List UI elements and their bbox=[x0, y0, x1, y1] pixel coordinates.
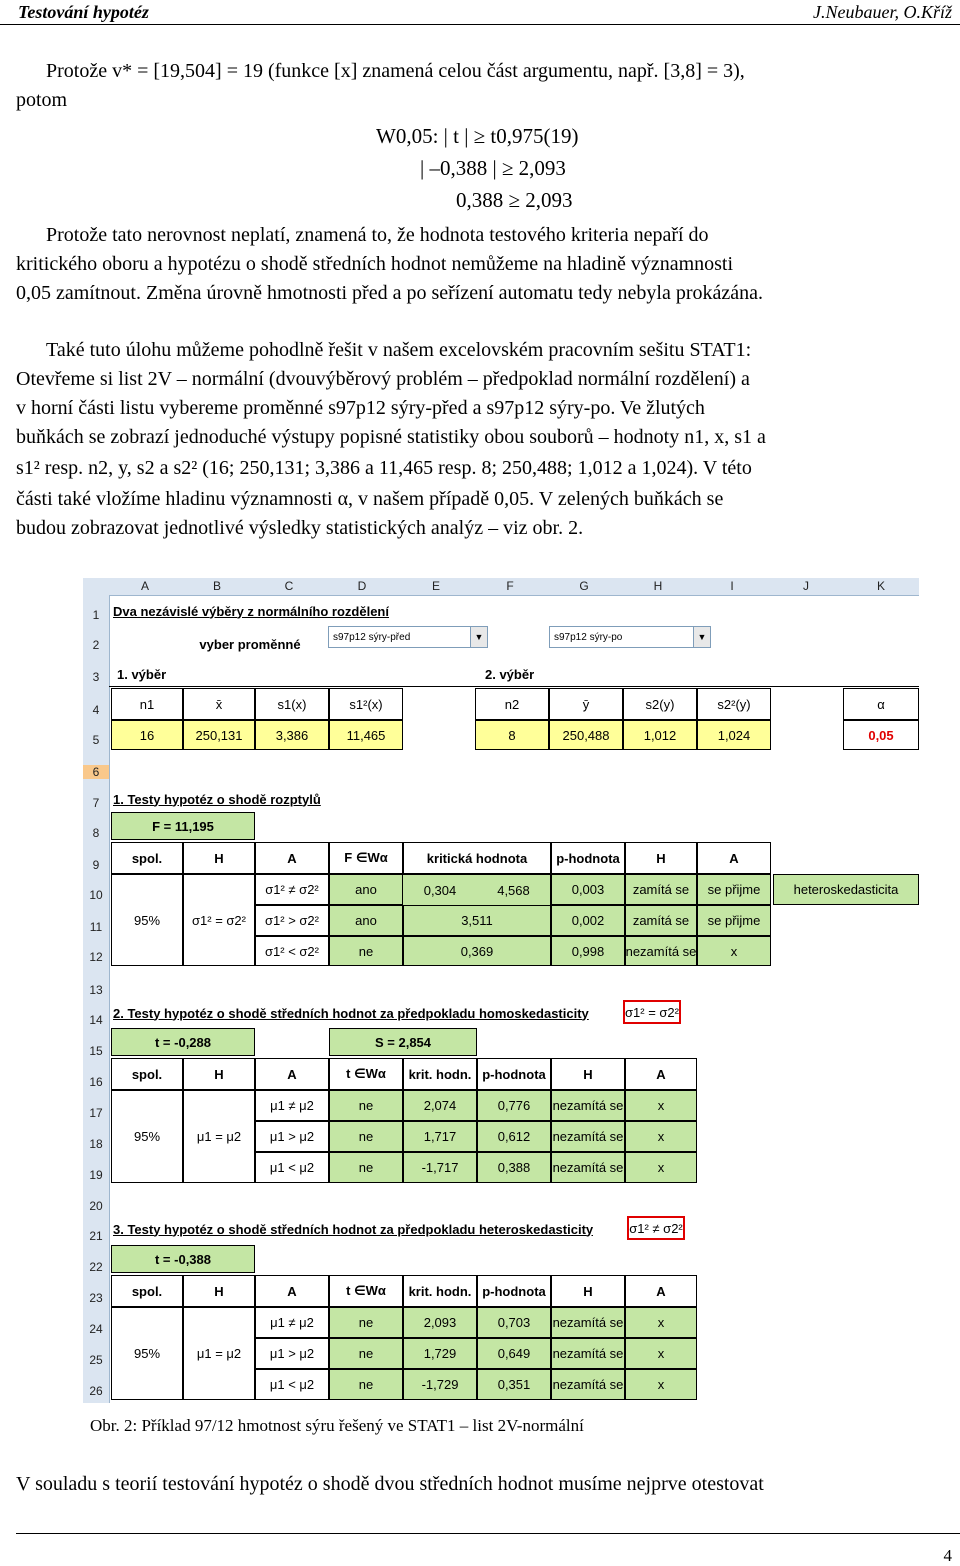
row-header-2[interactable]: 2 bbox=[83, 638, 110, 652]
sec2-row1-p: 0,776 bbox=[477, 1090, 551, 1121]
section-2-condition: σ1² = σ2² bbox=[623, 1000, 681, 1024]
sec1-row1-in: ano bbox=[329, 874, 403, 905]
sample1-value-sd: 3,386 bbox=[255, 720, 329, 750]
col-header-j[interactable]: J bbox=[803, 579, 809, 593]
sample2-header-mean: ȳ bbox=[549, 688, 623, 720]
sample1-value-mean: 250,131 bbox=[183, 720, 255, 750]
sec1-confidence: 95% bbox=[111, 874, 183, 966]
sec1-head-h: H bbox=[183, 842, 255, 874]
para3-line4: buňkách se zobrazí jednoduché výstupy popisné statistiky obou souborů – hodnoty n1, x, s1 a bbox=[16, 426, 766, 448]
sec3-row1-in: ne bbox=[329, 1307, 403, 1338]
section-1-title: 1. Testy hypotéz o shodě rozptylů bbox=[113, 791, 321, 807]
row-header-25[interactable]: 25 bbox=[83, 1353, 110, 1367]
sec2-confidence: 95% bbox=[111, 1090, 183, 1183]
row-header-8[interactable]: 8 bbox=[83, 826, 110, 840]
sample2-header-sd: s2(y) bbox=[623, 688, 697, 720]
sec1-row2-p: 0,002 bbox=[551, 905, 625, 936]
paragraph-1 bbox=[16, 57, 956, 115]
sec1-row1-p: 0,003 bbox=[551, 874, 625, 905]
row-header-20[interactable]: 20 bbox=[83, 1199, 110, 1213]
sec3-head-h: H bbox=[183, 1275, 255, 1307]
sec2-head-p: p-hodnota bbox=[477, 1058, 551, 1090]
sec2-row2-in: ne bbox=[329, 1121, 403, 1152]
figure-caption: Obr. 2: Příklad 97/12 hmotnost sýru řešený ve STAT1 – list 2V-normální bbox=[90, 1416, 584, 1435]
row-header-22[interactable]: 22 bbox=[83, 1260, 110, 1274]
header-title: Testování hypotéz bbox=[18, 2, 149, 22]
para3-line1: Také tuto úlohu můžeme pohodlně řešit v našem excelovském pracovním sešitu STAT1: bbox=[46, 339, 752, 361]
choose-variables-label: vyber proměnné bbox=[199, 636, 301, 652]
col-header-a[interactable]: A bbox=[140, 579, 149, 593]
sec2-row1-in: ne bbox=[329, 1090, 403, 1121]
page-header bbox=[0, 0, 960, 26]
row-header-5[interactable]: 5 bbox=[83, 733, 110, 747]
paragraph-2 bbox=[16, 221, 956, 308]
row-header-14[interactable]: 14 bbox=[83, 1013, 110, 1027]
sec3-row2-in: ne bbox=[329, 1338, 403, 1369]
section-3-condition: σ1² ≠ σ2² bbox=[627, 1216, 685, 1240]
math-line-2: | –0,388 | ≥ 2,093 bbox=[420, 156, 566, 180]
sample1-header-n: n1 bbox=[111, 688, 183, 720]
row-header-18[interactable]: 18 bbox=[83, 1137, 110, 1151]
sample2-value-n: 8 bbox=[475, 720, 549, 750]
paragraph-4: V souladu s teorií testování hypotéz o shodě dvou středních hodnot musíme nejprve otestovat bbox=[16, 1473, 764, 1495]
row-header-13[interactable]: 13 bbox=[83, 983, 110, 997]
col-header-e[interactable]: E bbox=[431, 579, 440, 593]
col-header-c[interactable]: C bbox=[284, 579, 294, 593]
sec3-null-hypothesis: μ1 = μ2 bbox=[183, 1307, 255, 1400]
sample2-value-var: 1,024 bbox=[697, 720, 771, 750]
chevron-down-icon[interactable]: ▼ bbox=[693, 627, 710, 647]
sec1-head-crit: kritická hodnota bbox=[403, 842, 551, 874]
row-header-3[interactable]: 3 bbox=[83, 670, 110, 684]
sec3-head-a2: A bbox=[625, 1275, 697, 1307]
sec2-head-a2: A bbox=[625, 1058, 697, 1090]
para3-line2: Otevřeme si list 2V – normální (dvouvýběrový problém – předpoklad normální rozdělení) a bbox=[16, 368, 750, 390]
section-2-title: 2. Testy hypotéz o shodě středních hodnot za předpokladu homoskedasticity bbox=[113, 1005, 589, 1021]
sheet-title: Dva nezávislé výběry z normálního rozdělení bbox=[113, 603, 389, 619]
sec2-row3-h: nezamítá se bbox=[551, 1152, 625, 1183]
sec1-head-conf: spol. bbox=[111, 842, 183, 874]
row-header-24[interactable]: 24 bbox=[83, 1322, 110, 1336]
sec1-row1-crit1: 0,304 bbox=[403, 874, 477, 905]
sec3-row2-crit: 1,729 bbox=[403, 1338, 477, 1369]
sec2-row1-a: x bbox=[625, 1090, 697, 1121]
sec1-row2-crit: 3,511 bbox=[403, 905, 551, 936]
row-header-12[interactable]: 12 bbox=[83, 950, 110, 964]
section-3-title: 3. Testy hypotéz o shodě středních hodnot za předpokladu heteroskedasticity bbox=[113, 1221, 594, 1237]
row-header-17[interactable]: 17 bbox=[83, 1106, 110, 1120]
header-authors: J.Neubauer, O.Kříž bbox=[813, 2, 952, 22]
para2-line1: Protože tato nerovnost neplatí, znamená to, že hodnota testového kriteria nepaří do bbox=[46, 224, 709, 246]
sec2-head-h: H bbox=[183, 1058, 255, 1090]
col-header-d[interactable]: D bbox=[357, 579, 367, 593]
col-header-h[interactable]: H bbox=[653, 579, 663, 593]
para2-line3: 0,05 zamítnout. Změna úrovně hmotnosti před a po seřízení automatu tedy nebyla prokázána. bbox=[16, 282, 763, 304]
col-header-b[interactable]: B bbox=[212, 579, 221, 593]
dropdown-1-value: s97p12 sýry-před bbox=[333, 631, 411, 643]
sec1-row2-h: zamítá se bbox=[625, 905, 697, 936]
row-header-10[interactable]: 10 bbox=[83, 888, 110, 902]
sec3-head-crit: krit. hodn. bbox=[403, 1275, 477, 1307]
sec2-head-h2: H bbox=[551, 1058, 625, 1090]
sec3-head-h2: H bbox=[551, 1275, 625, 1307]
sec2-row3-p: 0,388 bbox=[477, 1152, 551, 1183]
header-rule bbox=[0, 24, 960, 25]
sec3-head-conf: spol. bbox=[111, 1275, 183, 1307]
sec1-row1-a: se přijme bbox=[697, 874, 771, 905]
footer-rule bbox=[16, 1533, 960, 1534]
para1-line2: potom bbox=[16, 89, 68, 111]
sec1-head-h2: H bbox=[625, 842, 697, 874]
sec1-row3-h: nezamítá se bbox=[625, 936, 697, 966]
sec3-confidence: 95% bbox=[111, 1307, 183, 1400]
variable-dropdown-2[interactable] bbox=[549, 626, 711, 648]
f-statistic: F = 11,195 bbox=[111, 812, 255, 840]
sec2-head-crit: krit. hodn. bbox=[403, 1058, 477, 1090]
sec1-row2-in: ano bbox=[329, 905, 403, 936]
row-header-1[interactable]: 1 bbox=[83, 608, 110, 622]
sec3-row3-alt: μ1 < μ2 bbox=[255, 1369, 329, 1400]
para3-line7: budou zobrazovat jednotlivé výsledky statistických analýz – viz obr. 2. bbox=[16, 517, 584, 539]
sec3-row3-in: ne bbox=[329, 1369, 403, 1400]
sec2-head-a: A bbox=[255, 1058, 329, 1090]
sample2-value-mean: 250,488 bbox=[549, 720, 623, 750]
sample1-value-n: 16 bbox=[111, 720, 183, 750]
sec3-head-in: t ∈Wα bbox=[329, 1275, 403, 1307]
sec1-row3-crit: 0,369 bbox=[403, 936, 551, 966]
sec1-row2-alt: σ1² > σ2² bbox=[255, 905, 329, 936]
row-header-21[interactable]: 21 bbox=[83, 1229, 110, 1243]
page-number: 4 bbox=[943, 1546, 952, 1565]
para1-line1: Protože v* = [19,504] = 19 (funkce [x] znamená celou část argumentu, např. [3,8] = 3), bbox=[46, 60, 745, 82]
sec3-head-a: A bbox=[255, 1275, 329, 1307]
sec1-head-p: p-hodnota bbox=[551, 842, 625, 874]
row-header-16[interactable]: 16 bbox=[83, 1075, 110, 1089]
col-header-k[interactable]: K bbox=[876, 579, 885, 593]
row-header-26[interactable]: 26 bbox=[83, 1384, 110, 1398]
sec2-head-conf: spol. bbox=[111, 1058, 183, 1090]
sec1-head-a: A bbox=[255, 842, 329, 874]
row-header-7[interactable]: 7 bbox=[83, 796, 110, 810]
sample1-value-var: 11,465 bbox=[329, 720, 403, 750]
sec2-row2-p: 0,612 bbox=[477, 1121, 551, 1152]
sec3-row2-a: x bbox=[625, 1338, 697, 1369]
sec1-row3-alt: σ1² < σ2² bbox=[255, 936, 329, 966]
para2-line2: kritického oboru a hypotézu o shodě středních hodnot nemůžeme na hladině významnosti bbox=[16, 253, 734, 275]
row-header-4[interactable]: 4 bbox=[83, 703, 110, 717]
sec3-row3-h: nezamítá se bbox=[551, 1369, 625, 1400]
row-header-15[interactable]: 15 bbox=[83, 1044, 110, 1058]
sec1-row3-p: 0,998 bbox=[551, 936, 625, 966]
math-line-3: 0,388 ≥ 2,093 bbox=[456, 188, 573, 212]
sec3-row3-a: x bbox=[625, 1369, 697, 1400]
sec3-row2-alt: μ1 > μ2 bbox=[255, 1338, 329, 1369]
s-statistic-2: S = 2,854 bbox=[329, 1028, 477, 1056]
sec2-null-hypothesis: μ1 = μ2 bbox=[183, 1090, 255, 1183]
sec1-row3-in: ne bbox=[329, 936, 403, 966]
sec1-head-a2: A bbox=[697, 842, 771, 874]
col-header-i[interactable]: I bbox=[730, 579, 734, 593]
sec3-row2-p: 0,649 bbox=[477, 1338, 551, 1369]
math-line-1: W0,05: | t | ≥ t0,975(19) bbox=[376, 124, 579, 148]
sec2-row2-crit: 1,717 bbox=[403, 1121, 477, 1152]
sec2-head-in: t ∈Wα bbox=[329, 1058, 403, 1090]
sample1-header-mean: x̄ bbox=[183, 688, 255, 720]
sec1-head-in: F ∈Wα bbox=[329, 842, 403, 874]
sec2-row1-h: nezamítá se bbox=[551, 1090, 625, 1121]
sec3-row2-h: nezamítá se bbox=[551, 1338, 625, 1369]
variable-dropdown-1[interactable] bbox=[328, 626, 488, 648]
sec2-row2-a: x bbox=[625, 1121, 697, 1152]
sec3-row3-crit: -1,729 bbox=[403, 1369, 477, 1400]
sec3-row3-p: 0,351 bbox=[477, 1369, 551, 1400]
sec3-head-p: p-hodnota bbox=[477, 1275, 551, 1307]
paragraph-3 bbox=[16, 336, 956, 543]
row3-rule bbox=[109, 686, 919, 687]
row-header-6[interactable]: 6 bbox=[83, 765, 110, 779]
sec3-row1-crit: 2,093 bbox=[403, 1307, 477, 1338]
sec3-row1-h: nezamítá se bbox=[551, 1307, 625, 1338]
sample-1-label: 1. výběr bbox=[117, 666, 167, 682]
para3-line5: s1² resp. n2, y, s2 a s2² (16; 250,131; 3,386 a 11,465 resp. 8; 250,488; 1,012 a 1,024). V této bbox=[16, 457, 752, 479]
alpha-input[interactable]: 0,05 bbox=[843, 720, 919, 750]
sample-2-label: 2. výběr bbox=[485, 666, 535, 682]
row-header-19[interactable]: 19 bbox=[83, 1168, 110, 1182]
sec2-row3-crit: -1,717 bbox=[403, 1152, 477, 1183]
sec2-row1-alt: μ1 ≠ μ2 bbox=[255, 1090, 329, 1121]
sec1-row2-a: se přijme bbox=[697, 905, 771, 936]
sec3-row1-alt: μ1 ≠ μ2 bbox=[255, 1307, 329, 1338]
col-header-f[interactable]: F bbox=[506, 579, 514, 593]
column-header-bar bbox=[83, 578, 919, 596]
sec1-row3-a: x bbox=[697, 936, 771, 966]
t-statistic-2: t = -0,288 bbox=[111, 1028, 255, 1056]
sample1-header-var: s1²(x) bbox=[329, 688, 403, 720]
dropdown-2-value: s97p12 sýry-po bbox=[554, 631, 623, 643]
sec1-row1-crit2: 4,568 bbox=[477, 874, 551, 905]
sec2-row3-alt: μ1 < μ2 bbox=[255, 1152, 329, 1183]
alpha-header: α bbox=[843, 688, 919, 720]
sec2-row2-h: nezamítá se bbox=[551, 1121, 625, 1152]
sec3-row1-p: 0,703 bbox=[477, 1307, 551, 1338]
sample2-value-sd: 1,012 bbox=[623, 720, 697, 750]
sec1-row1-alt: σ1² ≠ σ2² bbox=[255, 874, 329, 905]
sec2-row2-alt: μ1 > μ2 bbox=[255, 1121, 329, 1152]
sec2-row3-a: x bbox=[625, 1152, 697, 1183]
sec1-row1-h: zamítá se bbox=[625, 874, 697, 905]
sec3-row1-a: x bbox=[625, 1307, 697, 1338]
t-statistic-3: t = -0,388 bbox=[111, 1245, 255, 1273]
row-header-23[interactable]: 23 bbox=[83, 1291, 110, 1305]
col-header-g[interactable]: G bbox=[579, 579, 589, 593]
sec1-conclusion: heteroskedasticita bbox=[773, 874, 919, 905]
chevron-down-icon[interactable]: ▼ bbox=[470, 627, 487, 647]
sec2-row1-crit: 2,074 bbox=[403, 1090, 477, 1121]
para3-line6: části také vložíme hladinu významnosti α, v našem případě 0,05. V zelených buňkách se bbox=[16, 488, 724, 510]
spreadsheet-figure bbox=[83, 578, 919, 1403]
row-header-11[interactable]: 11 bbox=[83, 920, 110, 934]
sec2-row3-in: ne bbox=[329, 1152, 403, 1183]
sec1-null-hypothesis: σ1² = σ2² bbox=[183, 874, 255, 966]
sample2-header-n: n2 bbox=[475, 688, 549, 720]
row-header-9[interactable]: 9 bbox=[83, 858, 110, 872]
sample1-header-sd: s1(x) bbox=[255, 688, 329, 720]
para3-line3: v horní části listu vybereme proměnné s97p12 sýry-před a s97p12 sýry-po. Ve žlutých bbox=[16, 397, 705, 419]
sample2-header-var: s2²(y) bbox=[697, 688, 771, 720]
